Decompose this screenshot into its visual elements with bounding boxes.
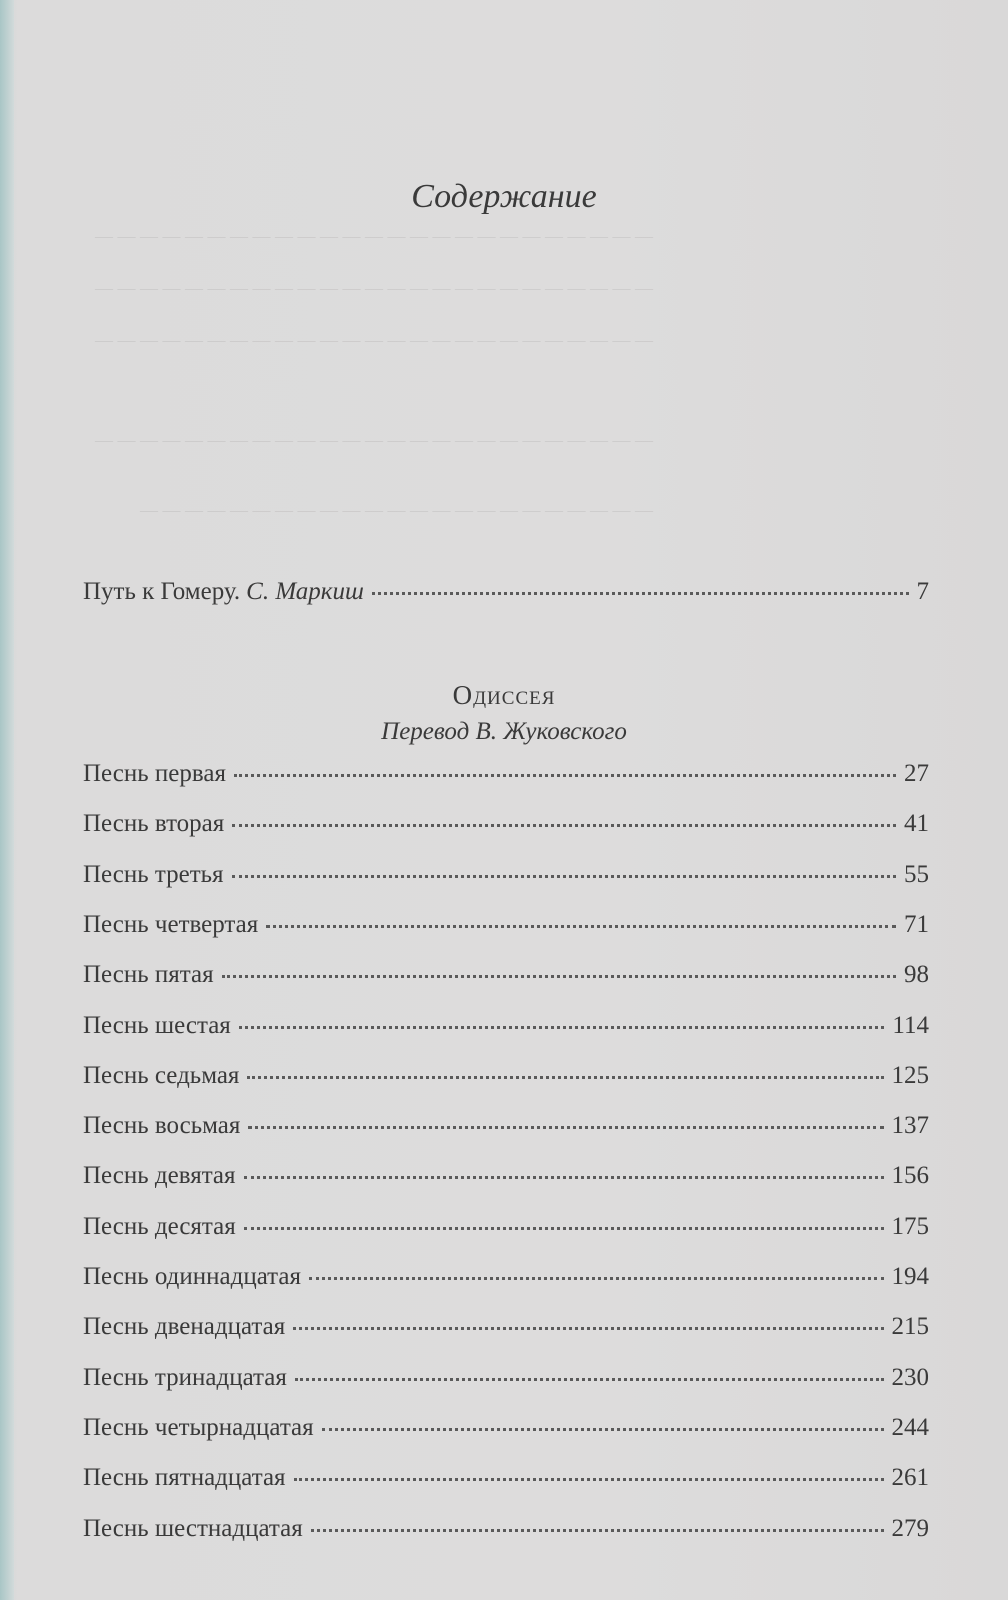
toc-entry-page: 55 [904,860,929,888]
toc-entry-title: Песнь седьмая [83,1061,240,1089]
dot-leader [244,1227,884,1230]
toc-entry-title: Песнь третья [83,860,224,888]
toc-entry[interactable] [83,1414,929,1442]
dot-leader [232,875,896,878]
dot-leader [294,1478,884,1481]
toc-entry-title: Песнь пятая [83,961,214,989]
toc-entry[interactable] [83,1112,929,1140]
toc-entry-page: 27 [904,760,929,787]
dot-leader [295,1378,884,1381]
section-subtitle: Перевод В. Жуковского [381,718,627,745]
toc-entry-page: 137 [891,1112,929,1140]
toc-entry[interactable] [83,1364,929,1392]
toc-entry-page: 279 [891,1514,929,1542]
toc-entry-page: 261 [891,1464,929,1492]
section-title: Одиссея [452,680,556,710]
toc-entry-page: 71 [904,910,929,938]
toc-entry-title: Песнь первая [83,760,226,787]
toc-entry-title: Песнь четырнадцатая [83,1413,314,1441]
toc-entry-title: Песнь четвертая [83,910,259,938]
show-through-text: — — — — — — — — — — — — — — — — — — — — — — — — — [95,430,653,450]
dot-leader [247,1076,883,1079]
toc-entry-page: 7 [916,578,929,605]
toc-entry[interactable] [83,1213,929,1241]
toc-entry[interactable] [83,1062,929,1090]
toc-entry-page: 244 [891,1413,929,1441]
dot-leader [372,592,909,595]
toc-entry-title: Песнь одиннадцатая [83,1263,302,1290]
toc-entry-title: Песнь девятая [83,1162,236,1190]
toc-entry-title: Песнь тринадцатая [83,1363,287,1391]
show-through-text: — — — — — — — — — — — — — — — — — — — — — — — — — [95,330,653,350]
toc-entry[interactable] [83,911,929,939]
dot-leader [248,1126,883,1129]
dot-leader [322,1428,884,1431]
toc-entry[interactable] [83,760,929,788]
toc-entry-title: Песнь десятая [83,1212,236,1240]
toc-entry-page: 156 [891,1162,929,1190]
page-edge [0,0,14,1600]
dot-leader [232,824,896,827]
dot-leader [244,1176,884,1179]
toc-entry-page: 230 [891,1363,929,1391]
toc-entry-author: С. Маркиш [246,578,364,605]
dot-leader [266,925,896,928]
toc-entry-page: 98 [904,961,929,989]
dot-leader [234,774,896,777]
show-through-text: — — — — — — — — — — — — — — — — — — — — — — — — — [95,226,653,246]
toc-entry-intro[interactable] [83,578,929,606]
toc-entry[interactable] [83,1012,929,1040]
toc-entry-page: 125 [891,1061,929,1089]
toc-entry-page: 215 [891,1313,929,1341]
dot-leader [239,1026,885,1029]
contents-heading: Содержание [411,178,597,215]
toc-entry-page: 41 [904,810,929,838]
toc-entry[interactable] [83,1515,929,1543]
toc-entry-title: Песнь пятнадцатая [83,1464,286,1492]
show-through-text: — — — — — — — — — — — — — — — — — — — — — — — — — [95,278,653,298]
dot-leader [311,1529,884,1532]
toc-entry-title: Песнь шестнадцатая [83,1514,303,1542]
toc-entry-title: Песнь двенадцатая [83,1313,286,1341]
toc-entry-page: 114 [892,1011,929,1039]
toc-entry[interactable] [83,1263,929,1291]
dot-leader [293,1327,883,1330]
toc-entry[interactable] [83,810,929,838]
dot-leader [222,975,896,978]
toc-entry-title: Песнь восьмая [83,1112,241,1140]
toc-entry-page: 194 [891,1263,929,1290]
toc-entry-title: Песнь вторая [83,810,225,838]
toc-entry[interactable] [83,1162,929,1190]
show-through-text: — — — — — — — — — — — — — — — — — — — — — — — [140,500,653,520]
toc-entry[interactable] [83,1313,929,1341]
toc-entry-title: Песнь шестая [83,1011,231,1039]
toc-entry[interactable] [83,861,929,889]
toc-entry[interactable] [83,961,929,989]
toc-entry-title: Путь к Гомеру. [83,578,241,605]
toc-entry[interactable] [83,1464,929,1492]
toc-entry-page: 175 [891,1212,929,1240]
dot-leader [309,1277,883,1280]
